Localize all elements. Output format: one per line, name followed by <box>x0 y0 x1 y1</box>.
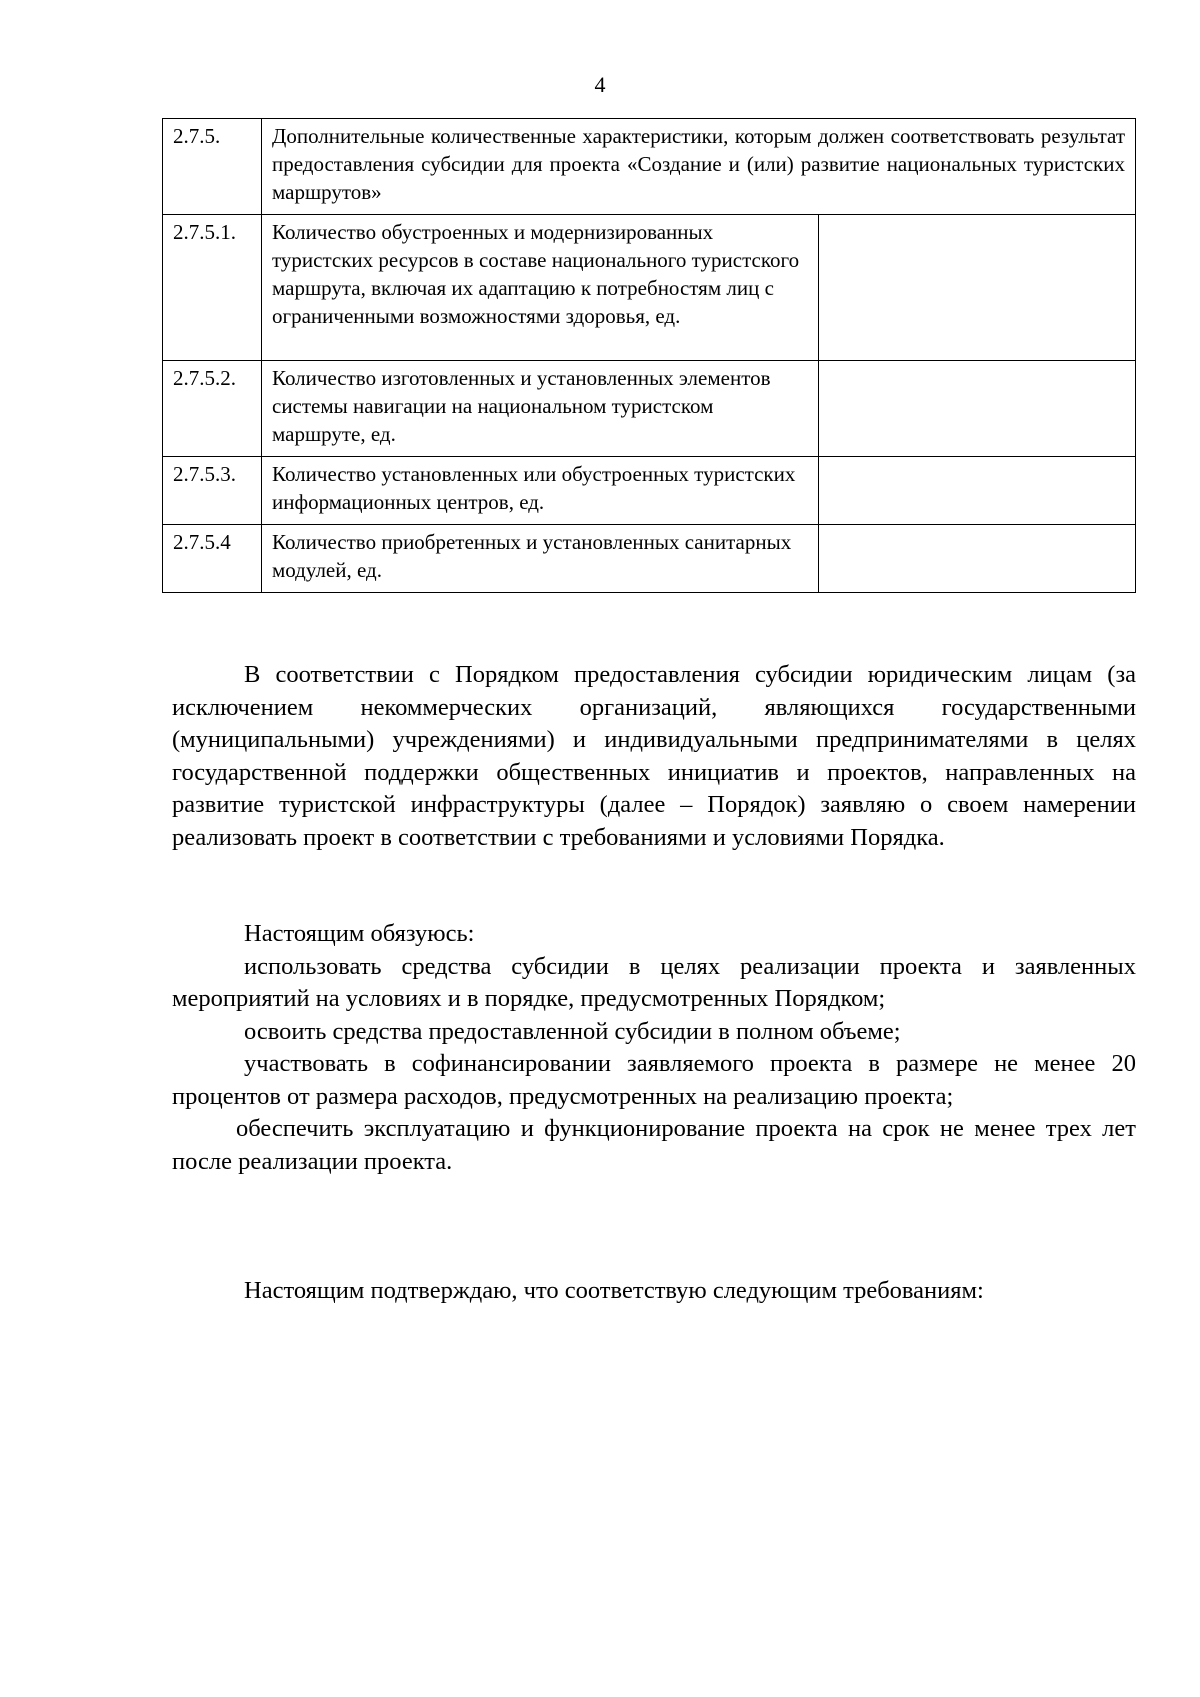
value-cell[interactable] <box>819 215 1136 361</box>
obligation-item: использовать средства субсидии в целях реализации проекта и заявленных мероприятий на условиях и в порядке, предусмотренных Порядком; <box>172 952 1136 1012</box>
confirmation-section <box>172 1275 1136 1308</box>
table-row <box>163 215 1136 361</box>
obligation-item: участвовать в софинансировании заявляемого проекта в размере не менее 20 процентов от размера расходов, предусмотренных на реализацию проекта; <box>172 1050 1136 1110</box>
page-number: 4 <box>594 72 606 97</box>
obligation-item: обеспечить эксплуатацию и функционирование проекта на срок не менее трех лет после реализации проекта. <box>172 1115 1136 1175</box>
characteristics-table <box>162 118 1136 593</box>
value-cell[interactable] <box>819 525 1136 593</box>
obligation-item: освоить средства предоставленной субсидии в полном объеме; <box>244 1017 901 1045</box>
row-description: Количество установленных или обустроенных туристских информационных центров, ед. <box>262 457 819 525</box>
table-row <box>163 525 1136 593</box>
row-description: Количество приобретенных и установленных санитарных модулей, ед. <box>262 525 819 593</box>
value-cell[interactable] <box>819 361 1136 457</box>
row-number: 2.7.5.4 <box>163 525 262 593</box>
table-row <box>163 457 1136 525</box>
row-description: Количество обустроенных и модернизированных туристских ресурсов в составе национального туристского маршрута, включая их адаптацию к потребностям лиц с ограниченными возможностями здоровья, ед. <box>262 215 819 361</box>
row-number: 2.7.5. <box>163 119 262 215</box>
value-cell[interactable] <box>819 457 1136 525</box>
row-description: Количество изготовленных и установленных элементов системы навигации на национальном туристском маршруте, ед. <box>262 361 819 457</box>
table-header-row <box>163 119 1136 215</box>
obligations-section <box>172 918 1136 1178</box>
row-description: Дополнительные количественные характеристики, которым должен соответствовать результат предоставления субсидии для проекта «Создание и (или) развитие национальных туристских маршрутов» <box>262 119 1136 215</box>
declaration-paragraph: В соответствии с Порядком предоставления субсидии юридическим лицам (за исключением некоммерческих организаций, являющихся государственными (муниципальными) учреждениями) и индивидуальными предпринимателями в целях государственной поддержки общественных инициатив и проектов, направленных на развитие туристской инфраструктуры (далее – Порядок) заявляю о своем намерении реализовать проект в соответствии с требованиями и условиями Порядка. <box>172 661 1136 851</box>
row-number: 2.7.5.1. <box>163 215 262 361</box>
row-number: 2.7.5.3. <box>163 457 262 525</box>
row-number: 2.7.5.2. <box>163 361 262 457</box>
obligations-intro: Настоящим обязуюсь: <box>244 920 475 947</box>
table-row <box>163 361 1136 457</box>
declaration-section <box>172 659 1136 854</box>
confirmation-text: Настоящим подтверждаю, что соответствую следующим требованиям: <box>244 1277 984 1304</box>
